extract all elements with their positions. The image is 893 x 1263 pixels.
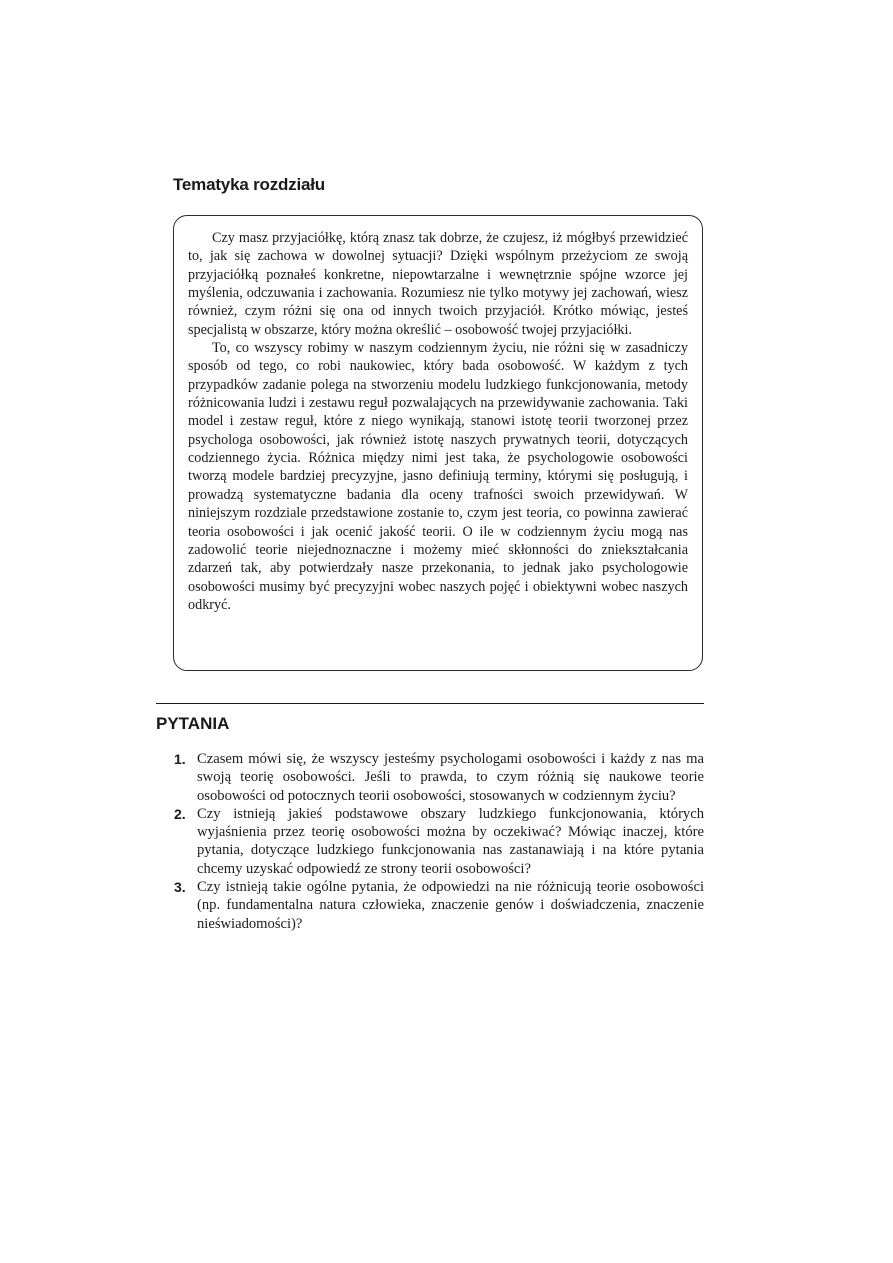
chapter-topic-heading: Tematyka rozdziału — [173, 175, 325, 194]
intro-paragraph-2: To, co wszyscy robimy w naszym codziennym życiu, nie różni się w zasadniczy sposób od tego, co robi naukowiec, który bada osobowość. W każdym z tych przypadków zadanie polega na stworzeniu modelu ludzkiego funkcjonowania, metody różnicowania ludzi i zestawu reguł pozwalających na przewidywanie zachowania. Taki model i zestaw reguł, które z niego wynikają, stanowi istotę teorii tworzonej przez psychologa osobowości, jak również istotę naszych prywatnych teorii, dotyczących codziennego życia. Różnica między nimi jest taka, że psychologowie osobowości tworzą modele bardziej precyzyjne, jasno definiują terminy, którymi się posługują, i prowadzą systematyczne badania dla oceny trafności swoich przewidywań. W niniejszym rozdziale przedstawione zostanie to, czym jest teoria, co powinna zawierać teoria osobowości i jak ocenić jakość teorii. O ile w codziennym życiu mogą nas zadowolić teorie niejednoznaczne i możemy mieć skłonności do zniekształcania zdarzeń tak, aby potwierdzały nasze przekonania, to jednak jako psychologowie osobowości musimy być precyzyjni wobec naszych pojęć i obiektywni wobec naszych odkryć. — [188, 340, 688, 613]
questions-heading: PYTANIA — [156, 714, 230, 733]
question-text: Czasem mówi się, że wszyscy jesteśmy psychologami osobowości i każdy z nas ma swoją teorię osobowości. Jeśli to prawda, to czym różnią się naukowe teorie osobowości od potocznych teorii osobowości, stosowanych w codziennym życiu? — [197, 751, 704, 804]
question-number: 3. — [174, 879, 186, 896]
questions-list — [160, 750, 704, 933]
question-number: 1. — [174, 751, 186, 767]
section-divider — [156, 703, 704, 704]
intro-paragraph-1: Czy masz przyjaciółkę, którą znasz tak dobrze, że czujesz, iż mógłbyś przewidzieć to, jak się zachowa w dowolnej sytuacji? Dzięki wspólnym przeżyciom ze swoją przyjaciółką poznałeś konkretne, niepowtarzalne i wewnętrznie spójne wzorce jej myślenia, odczuwania i zachowania. Rozumiesz nie tylko motywy jej zachowań, wiesz również, czym różni się ona od innych twoich przyjaciół. Krótko mówiąc, jesteś specjalistą w obszarze, który można określić – osobowość twojej przyjaciółki. — [188, 230, 688, 338]
question-item — [160, 805, 704, 878]
chapter-topic-box — [173, 215, 703, 671]
question-text: Czy istnieją takie ogólne pytania, że odpowiedzi na nie różnicują teorie osobowości (np. fundamentalna natura człowieka, znaczenie genów i doświadczenia, znaczenie nieświadomości)? — [197, 879, 704, 932]
question-item — [160, 878, 704, 933]
question-text: Czy istnieją jakieś podstawowe obszary ludzkiego funkcjonowania, których wyjaśnienia przez teorię osobowości można by oczekiwać? Mówiąc inaczej, które pytania, dotyczące ludzkiego funkcjonowania nas zastanawiają i na które pytania chcemy uzyskać odpowiedź ze strony teorii osobowości? — [197, 805, 704, 877]
question-number: 2. — [174, 805, 186, 822]
question-item — [160, 750, 704, 805]
